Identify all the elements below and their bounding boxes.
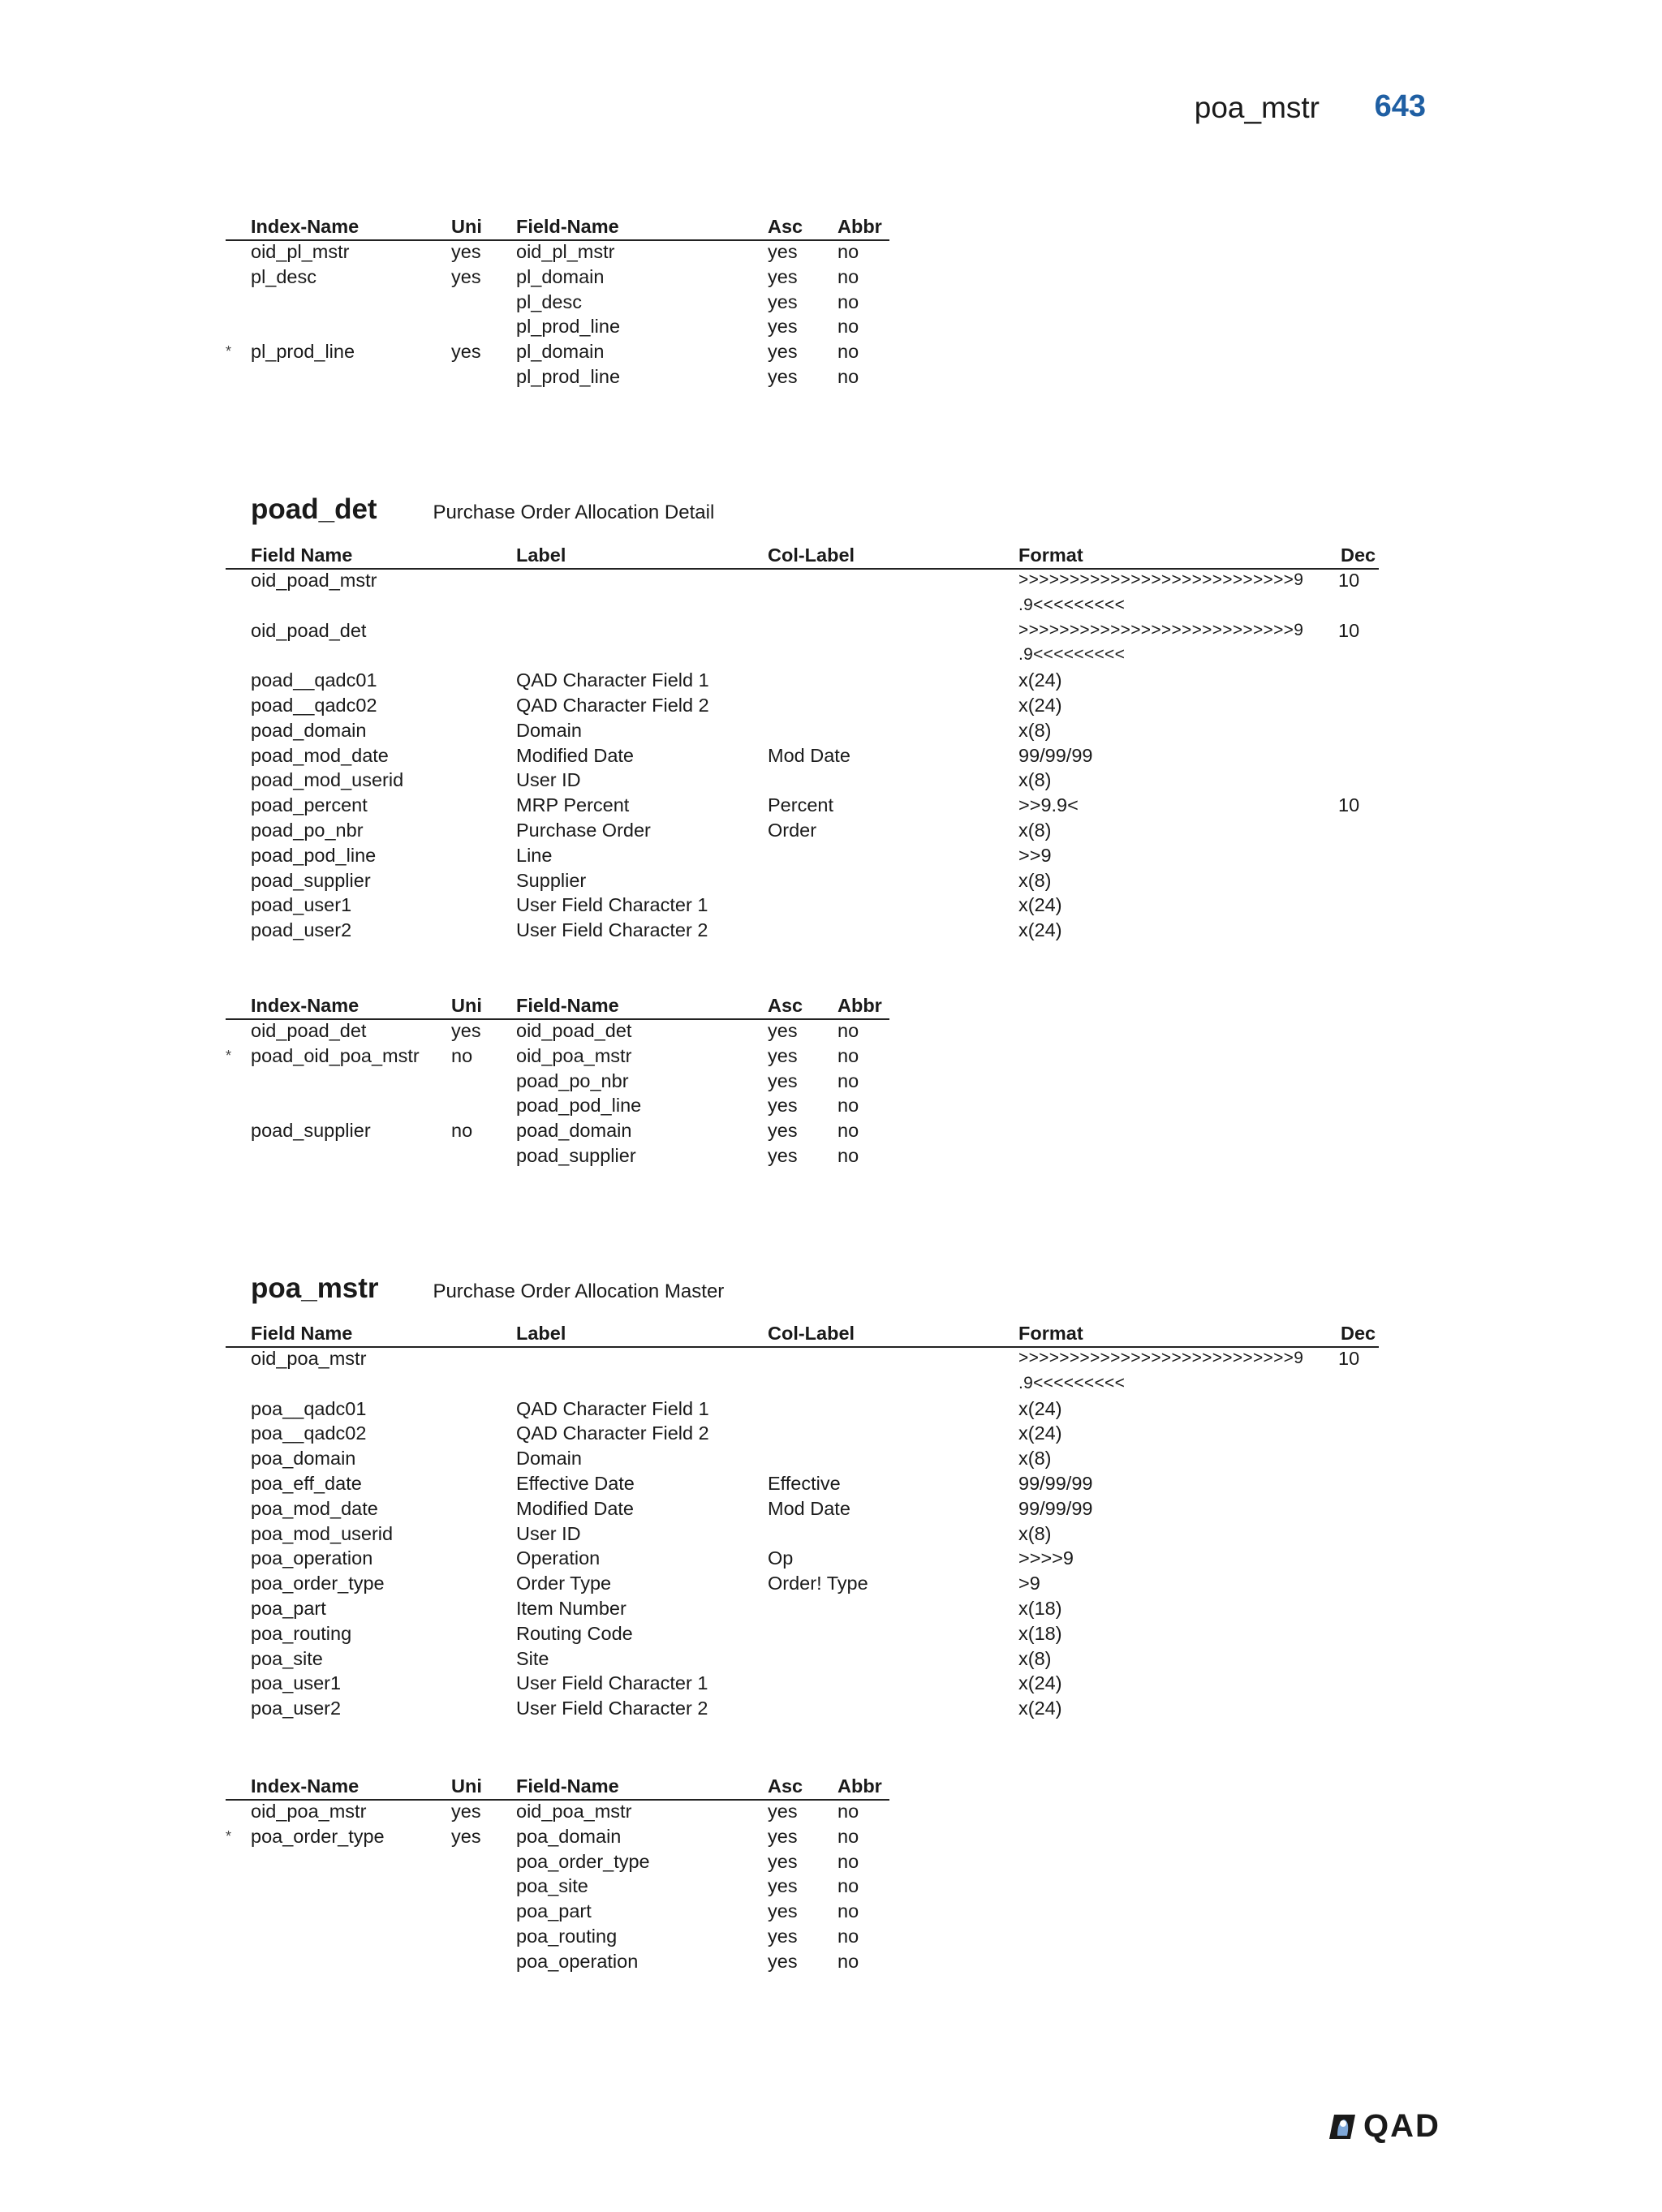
field-label: Item Number (516, 1597, 626, 1619)
field-label: Effective Date (516, 1472, 635, 1494)
field-label: QAD Character Field 1 (516, 669, 709, 691)
field-name: poa_operation (251, 1547, 373, 1569)
field-name: poad_user1 (251, 894, 352, 916)
field-name: poa_user1 (251, 1672, 342, 1694)
field-format-continued: .9<<<<<<<<< (1018, 1373, 1126, 1392)
field-label: QAD Character Field 2 (516, 694, 709, 716)
primary-index-marker: * (226, 1047, 232, 1064)
index-abbreviated: no (837, 316, 859, 338)
field-name: poad__qadc02 (251, 694, 377, 716)
index-unique: yes (451, 1825, 481, 1847)
field-name: oid_poa_mstr (251, 1348, 367, 1369)
index-ascending: yes (768, 1850, 798, 1872)
field-decimals: 10 (1338, 794, 1360, 816)
index-unique: yes (451, 265, 481, 287)
index-abbreviated: no (837, 1095, 859, 1117)
index-ascending: yes (768, 265, 798, 287)
index-ascending: yes (768, 1875, 798, 1897)
decimals-header: Dec (1341, 544, 1376, 566)
field-name: poa_user2 (251, 1698, 342, 1719)
primary-index-marker: * (226, 1827, 232, 1844)
index-ascending: yes (768, 1950, 798, 1972)
index-ascending: yes (768, 365, 798, 387)
field-format: >>9.9< (1018, 794, 1079, 816)
ascending-header: Asc (768, 216, 803, 237)
field-format: 99/99/99 (1018, 1472, 1093, 1494)
field-format: x(8) (1018, 1647, 1052, 1669)
field-label: User Field Character 1 (516, 1672, 708, 1694)
field-format: x(8) (1018, 1522, 1052, 1544)
field-name: poa__qadc02 (251, 1422, 367, 1444)
decimals-header: Dec (1341, 1323, 1376, 1344)
field-name: poad_mod_date (251, 744, 389, 766)
index-ascending: yes (768, 316, 798, 338)
index-field-name: poa_domain (516, 1825, 622, 1847)
index-ascending: yes (768, 341, 798, 363)
index-unique: no (451, 1044, 473, 1066)
index-abbreviated: no (837, 365, 859, 387)
index-abbreviated: no (837, 1850, 859, 1872)
field-format: >9 (1018, 1573, 1040, 1594)
field-format: 99/99/99 (1018, 1497, 1093, 1519)
index-name: oid_pl_mstr (251, 241, 350, 262)
field-label: Domain (516, 719, 582, 741)
index-name-header: Index-Name (251, 216, 360, 237)
field-format: x(18) (1018, 1597, 1062, 1619)
field-column-label: Order! Type (768, 1573, 868, 1594)
index-abbreviated: no (837, 1801, 859, 1822)
field-label: QAD Character Field 2 (516, 1422, 709, 1444)
column-label-header: Col-Label (768, 1323, 855, 1344)
field-format: >>>>>>>>>>>>>>>>>>>>>>>>>>>9 (1018, 1349, 1304, 1367)
index-name: pl_desc (251, 265, 316, 287)
logo-text: QAD (1363, 2107, 1440, 2144)
field-label: User Field Character 2 (516, 1698, 708, 1719)
index-ascending: yes (768, 1020, 798, 1041)
index-field-name: pl_prod_line (516, 365, 621, 387)
field-label: Purchase Order (516, 819, 651, 841)
index-field-name: pl_prod_line (516, 316, 621, 338)
index-ascending: yes (768, 1925, 798, 1947)
field-format: x(24) (1018, 894, 1062, 916)
qad-logo (1328, 2108, 1440, 2144)
field-name-header: Field-Name (516, 216, 619, 237)
field-name: poad_pod_line (251, 844, 377, 866)
index-ascending: yes (768, 1120, 798, 1142)
unique-header: Uni (451, 995, 482, 1016)
field-format: x(24) (1018, 919, 1062, 941)
index-ascending: yes (768, 241, 798, 262)
field-name: oid_poad_det (251, 619, 367, 641)
index-abbreviated: no (837, 241, 859, 262)
index-abbreviated: no (837, 290, 859, 312)
field-format: >>9 (1018, 844, 1052, 866)
index-field-name: poad_pod_line (516, 1095, 642, 1117)
index-ascending: yes (768, 1144, 798, 1166)
field-format: x(24) (1018, 1698, 1062, 1719)
page-number: 643 (1374, 89, 1426, 123)
index-field-name: poa_part (516, 1900, 592, 1922)
running-header-table-name: poa_mstr (1194, 91, 1320, 124)
poa-mstr-table-heading (251, 1272, 724, 1305)
field-name: poad_user2 (251, 919, 352, 941)
index-field-name: poa_routing (516, 1925, 618, 1947)
index-ascending: yes (768, 1801, 798, 1822)
field-format: >>>>>>>>>>>>>>>>>>>>>>>>>>>9 (1018, 620, 1304, 639)
label-header: Label (516, 1323, 566, 1344)
index-ascending: yes (768, 290, 798, 312)
field-column-label: Mod Date (768, 744, 850, 766)
field-label: Site (516, 1647, 549, 1669)
field-name: poa_routing (251, 1622, 352, 1644)
index-name: poa_order_type (251, 1825, 385, 1847)
index-field-name: poad_domain (516, 1120, 632, 1142)
field-column-label: Percent (768, 794, 833, 816)
field-column-label: Order (768, 819, 817, 841)
field-format: >>>>9 (1018, 1547, 1074, 1569)
index-unique: yes (451, 341, 481, 363)
index-field-name: poad_supplier (516, 1144, 636, 1166)
index-name-header: Index-Name (251, 995, 360, 1016)
index-field-name: oid_pl_mstr (516, 241, 615, 262)
index-name-header: Index-Name (251, 1775, 360, 1797)
field-label: User ID (516, 769, 581, 791)
index-field-name: pl_domain (516, 265, 605, 287)
field-format: x(24) (1018, 669, 1062, 691)
field-label: Modified Date (516, 1497, 634, 1519)
field-label: MRP Percent (516, 794, 630, 816)
field-format: x(8) (1018, 869, 1052, 891)
field-column-label: Mod Date (768, 1497, 850, 1519)
index-abbreviated: no (837, 1875, 859, 1897)
field-column-label: Op (768, 1547, 794, 1569)
field-name: poa_mod_userid (251, 1522, 394, 1544)
index-abbreviated: no (837, 341, 859, 363)
poad-det-table-heading (251, 493, 714, 526)
abbreviated-header: Abbr (837, 1775, 882, 1797)
field-name: poad_po_nbr (251, 819, 364, 841)
field-format-continued: .9<<<<<<<<< (1018, 595, 1126, 614)
index-ascending: yes (768, 1095, 798, 1117)
index-abbreviated: no (837, 1925, 859, 1947)
index-unique: yes (451, 1801, 481, 1822)
field-column-label: Effective (768, 1472, 841, 1494)
index-name: oid_poa_mstr (251, 1801, 367, 1822)
field-format: x(24) (1018, 1397, 1062, 1419)
index-name: poad_oid_poa_mstr (251, 1044, 420, 1066)
index-field-name: oid_poa_mstr (516, 1044, 632, 1066)
field-label: Line (516, 844, 553, 866)
index-abbreviated: no (837, 1900, 859, 1922)
field-name: poad_domain (251, 719, 367, 741)
index-field-name: poad_po_nbr (516, 1069, 629, 1091)
label-header: Label (516, 544, 566, 566)
format-header: Format (1018, 1323, 1083, 1344)
index-abbreviated: no (837, 1044, 859, 1066)
index-field-name: poa_operation (516, 1950, 639, 1972)
field-name-header: Field-Name (516, 995, 619, 1016)
index-field-name: oid_poa_mstr (516, 1801, 632, 1822)
field-name: poa_order_type (251, 1573, 385, 1594)
field-name: poa_site (251, 1647, 323, 1669)
table-description: Purchase Order Allocation Master (433, 1280, 725, 1302)
field-format: x(18) (1018, 1622, 1062, 1644)
field-decimals: 10 (1338, 570, 1360, 591)
index-field-name: poa_order_type (516, 1850, 650, 1872)
field-label: User ID (516, 1522, 581, 1544)
field-label: Supplier (516, 869, 587, 891)
index-name: poad_supplier (251, 1120, 371, 1142)
index-abbreviated: no (837, 1950, 859, 1972)
field-name: poad_percent (251, 794, 368, 816)
field-name: poad_mod_userid (251, 769, 404, 791)
unique-header: Uni (451, 1775, 482, 1797)
field-label: User Field Character 1 (516, 894, 708, 916)
index-ascending: yes (768, 1825, 798, 1847)
field-format: x(8) (1018, 769, 1052, 791)
field-name-header: Field-Name (516, 1775, 619, 1797)
table-name: poad_det (251, 493, 377, 525)
index-ascending: yes (768, 1069, 798, 1091)
field-name: poad_supplier (251, 869, 371, 891)
index-ascending: yes (768, 1900, 798, 1922)
field-label: Order Type (516, 1573, 612, 1594)
field-label: Routing Code (516, 1622, 633, 1644)
index-field-name: pl_domain (516, 341, 605, 363)
field-label: Modified Date (516, 744, 634, 766)
primary-index-marker: * (226, 343, 232, 360)
field-format: x(8) (1018, 1448, 1052, 1470)
field-name: oid_poad_mstr (251, 570, 377, 591)
field-name: poad__qadc01 (251, 669, 377, 691)
table-description: Purchase Order Allocation Detail (433, 501, 715, 523)
index-field-name: poa_site (516, 1875, 588, 1897)
field-label: Operation (516, 1547, 601, 1569)
field-name: poa_mod_date (251, 1497, 378, 1519)
unique-header: Uni (451, 216, 482, 237)
ascending-header: Asc (768, 995, 803, 1016)
abbreviated-header: Abbr (837, 995, 882, 1016)
field-decimals: 10 (1338, 619, 1360, 641)
field-name-header: Field Name (251, 1323, 353, 1344)
ascending-header: Asc (768, 1775, 803, 1797)
column-label-header: Col-Label (768, 544, 855, 566)
field-name: poa__qadc01 (251, 1397, 367, 1419)
field-format: x(8) (1018, 719, 1052, 741)
field-label: User Field Character 2 (516, 919, 708, 941)
index-unique: yes (451, 1020, 481, 1041)
index-abbreviated: no (837, 1825, 859, 1847)
index-field-name: oid_poad_det (516, 1020, 632, 1041)
index-name: pl_prod_line (251, 341, 355, 363)
field-name: poa_part (251, 1597, 326, 1619)
index-abbreviated: no (837, 1020, 859, 1041)
field-format: x(24) (1018, 1672, 1062, 1694)
field-name: poa_domain (251, 1448, 356, 1470)
field-format: x(24) (1018, 1422, 1062, 1444)
field-format: 99/99/99 (1018, 744, 1093, 766)
index-field-name: pl_desc (516, 290, 582, 312)
field-format: >>>>>>>>>>>>>>>>>>>>>>>>>>>9 (1018, 570, 1304, 589)
field-name-header: Field Name (251, 544, 353, 566)
index-abbreviated: no (837, 1144, 859, 1166)
field-format-continued: .9<<<<<<<<< (1018, 645, 1126, 665)
abbreviated-header: Abbr (837, 216, 882, 237)
format-header: Format (1018, 544, 1083, 566)
field-format: x(8) (1018, 819, 1052, 841)
field-label: QAD Character Field 1 (516, 1397, 709, 1419)
qad-logo-icon (1328, 2111, 1357, 2141)
index-abbreviated: no (837, 1069, 859, 1091)
field-format: x(24) (1018, 694, 1062, 716)
index-abbreviated: no (837, 1120, 859, 1142)
table-name: poa_mstr (251, 1272, 379, 1304)
index-unique: no (451, 1120, 473, 1142)
index-abbreviated: no (837, 265, 859, 287)
index-unique: yes (451, 241, 481, 262)
field-name: poa_eff_date (251, 1472, 362, 1494)
field-label: Domain (516, 1448, 582, 1470)
field-decimals: 10 (1338, 1348, 1360, 1369)
index-ascending: yes (768, 1044, 798, 1066)
index-name: oid_poad_det (251, 1020, 367, 1041)
